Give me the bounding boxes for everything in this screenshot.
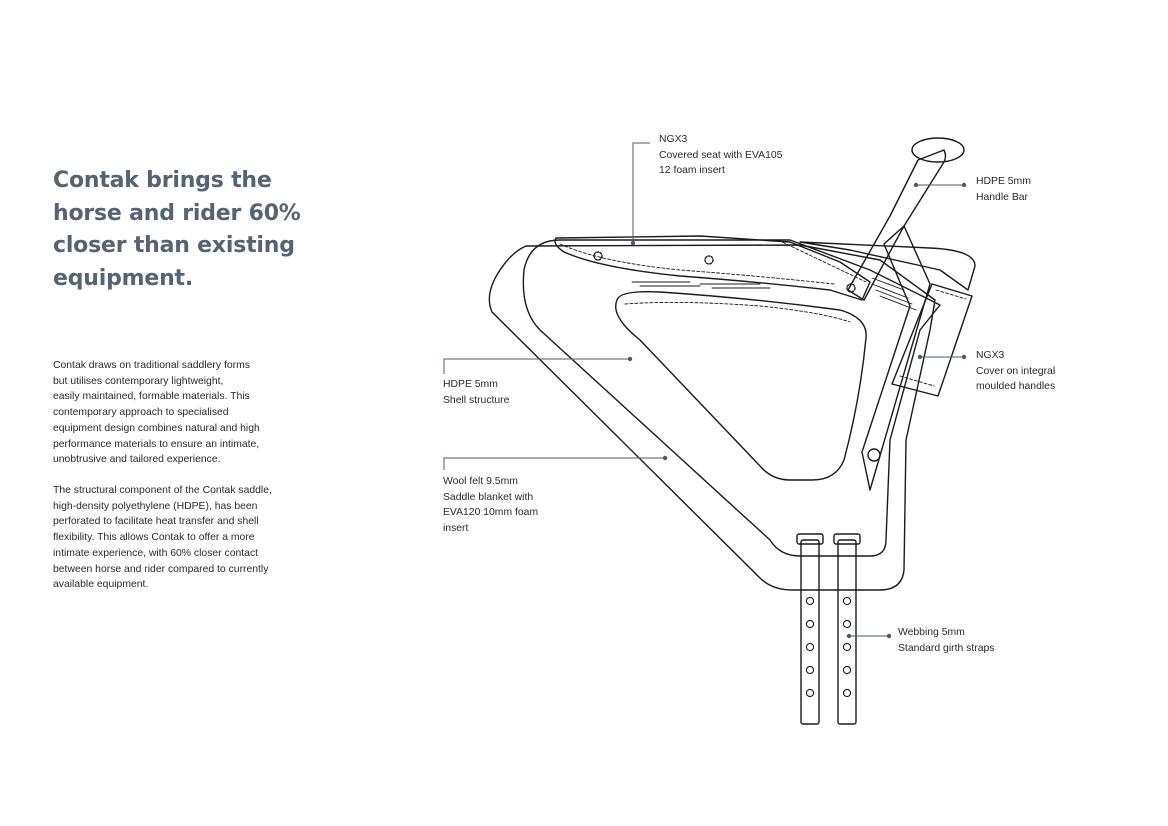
shell-outline: [523, 240, 940, 556]
leader-felt: [444, 458, 665, 470]
handle-ring: [912, 138, 964, 162]
callout-line: Wool felt 9.5mm: [443, 476, 518, 487]
callout-shell: [443, 377, 509, 408]
body-line: The structural component of the Contak saddle,: [53, 485, 272, 496]
felt-blanket-outline: [489, 245, 935, 590]
callout-line: Webbing 5mm: [898, 627, 965, 638]
callout-line: moulded handles: [976, 381, 1056, 393]
callout-handle-bar: [976, 174, 1031, 205]
strap-holes: [806, 597, 850, 696]
callout-line: HDPE 5mm: [976, 176, 1031, 187]
body-line: performance materials to ensure an intimate,: [53, 438, 260, 450]
leader-dot: [918, 355, 922, 359]
seat-stitching: [778, 240, 866, 282]
callout-seat: [659, 132, 782, 179]
body-line: high-density polyethylene (HDPE), has been: [53, 500, 258, 512]
handle-hole: [868, 449, 880, 461]
leader-shell: [444, 359, 630, 374]
leader-dot: [663, 456, 667, 460]
leader-dot: [847, 634, 851, 638]
callout-line: 12 foam insert: [659, 165, 725, 177]
headline-line: Contak brings the: [53, 168, 272, 193]
body-line: between horse and rider compared to currently: [53, 563, 269, 575]
callout-webbing: [898, 625, 994, 656]
body-line: Contak draws on traditional saddlery forms: [53, 360, 250, 371]
callout-line: EVA120 10mm foam: [443, 507, 539, 519]
body-line: flexibility. This allows Contak to offer a more: [53, 532, 255, 544]
seat-dot: [705, 256, 713, 264]
headline-line: horse and rider 60%: [53, 200, 301, 226]
body-line: contemporary approach to specialised: [53, 407, 229, 419]
leader-dot: [962, 183, 966, 187]
leader-dot: [631, 241, 635, 245]
callout-line: Handle Bar: [976, 191, 1028, 203]
callout-line: NGX3: [659, 134, 688, 145]
callout-line: Cover on integral: [976, 365, 1056, 377]
callout-line: HDPE 5mm: [443, 379, 498, 390]
headline-line: equipment.: [53, 265, 194, 291]
body-line: equipment design combines natural and high: [53, 422, 260, 434]
callout-line: insert: [443, 523, 469, 535]
leader-seat: [633, 143, 650, 243]
body-line: perforated to facilitate heat transfer and shell: [53, 516, 259, 528]
shell-cutout: [616, 292, 866, 480]
callout-line: Saddle blanket with: [443, 491, 534, 503]
body-line: available equipment.: [53, 579, 149, 591]
callout-line: Standard girth straps: [898, 642, 995, 654]
callout-line: NGX3: [976, 350, 1005, 361]
callout-felt: [443, 474, 538, 537]
callout-handle-cover: [976, 348, 1055, 395]
leader-dot: [628, 357, 632, 361]
leader-dot: [887, 634, 891, 638]
body-line: unobtrusive and tailored experience.: [53, 454, 221, 466]
body-line: but utilises contemporary lightweight,: [53, 375, 224, 387]
headline-line: closer than existing: [53, 233, 295, 258]
leader-dot: [914, 183, 918, 187]
callout-line: Shell structure: [443, 394, 510, 406]
body-line: intimate experience, with 60% closer contact: [53, 547, 259, 559]
cutout-stitching: [625, 302, 850, 322]
callout-line: Covered seat with EVA105: [659, 149, 783, 161]
leader-dot: [962, 355, 966, 359]
body-line: easily maintained, formable materials. This: [53, 391, 250, 403]
